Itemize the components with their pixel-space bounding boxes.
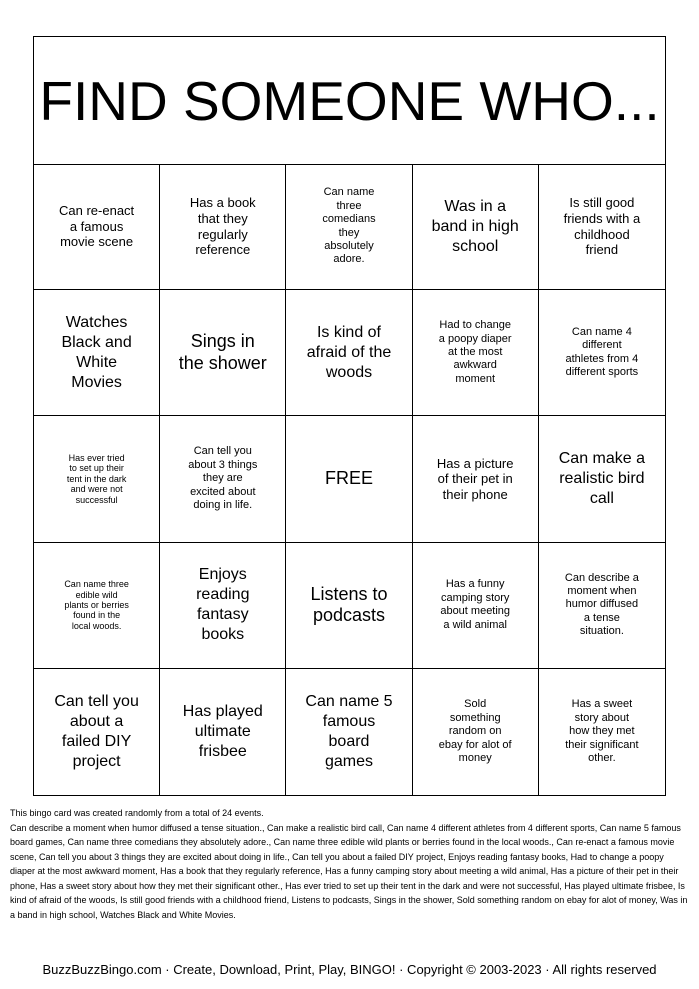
bingo-cell: Is still good friends with a childhood friend bbox=[539, 164, 665, 290]
footer-credits: BuzzBuzzBingo.com · Create, Download, Print, Play, BINGO! · Copyright © 2003-2023 · All rights reserved bbox=[42, 962, 657, 977]
bingo-cell: Can name three comedians they absolutely adore. bbox=[286, 164, 412, 290]
bingo-card bbox=[33, 36, 666, 796]
info-summary: This bingo card was created randomly from a total of 24 events. bbox=[10, 808, 264, 818]
info-event-list: Can describe a moment when humor diffused a tense situation., Can make a realistic bird call, Can name 4 different athletes from 4 different sports, Can name 5 famous board games, Can name three comedians they absolutely adore., Can name three edible wild plants or berries found in the local woods., Can re-enact a famous movie scene, Can tell you about 3 things they are excited about doing in life., Can tell you about a failed DIY project, Enjoys reading fantasy books, Had to change a poopy diaper at the most awkward moment, Has a book that they regularly reference, Has a funny camping story about meeting a wild animal, Has a picture of their pet in their phone, Has a sweet story about how they met their significant other., Has ever tried to set up their tent in the dark and were not successful, Has played ultimate frisbee, Is kind of afraid of the woods, Is still good friends with a childhood friend, Listens to podcasts, Sings in the shower, Sold something random on ebay for alot of money, Was in a band in high school, Watches Black and White Movies. bbox=[10, 822, 688, 920]
bingo-cell: Is kind of afraid of the woods bbox=[286, 290, 412, 416]
bingo-cell: Can tell you about a failed DIY project bbox=[34, 669, 160, 795]
bingo-cell: Can tell you about 3 things they are excited about doing in life. bbox=[160, 416, 286, 542]
bingo-cell: Listens to podcasts bbox=[286, 543, 412, 669]
bingo-cell: Sings in the shower bbox=[160, 290, 286, 416]
bingo-cell: Had to change a poopy diaper at the most awkward moment bbox=[413, 290, 539, 416]
card-info bbox=[10, 806, 690, 922]
bingo-cell: Was in a band in high school bbox=[413, 164, 539, 290]
bingo-cell: Can name three edible wild plants or berries found in the local woods. bbox=[34, 543, 160, 669]
bingo-cell: Can describe a moment when humor diffused a tense situation. bbox=[539, 543, 665, 669]
bingo-cell: Has a funny camping story about meeting a wild animal bbox=[413, 543, 539, 669]
bingo-cell: Has a picture of their pet in their phone bbox=[413, 416, 539, 542]
bingo-cell: Has a sweet story about how they met their significant other. bbox=[565, 698, 639, 764]
free-cell: FREE bbox=[286, 416, 412, 542]
card-title: FIND SOMEONE WHO... bbox=[34, 37, 665, 165]
bingo-cell: Has ever tried to set up their tent in the dark and were not successful bbox=[34, 416, 160, 542]
bingo-cell: Enjoys reading fantasy books bbox=[160, 543, 286, 669]
bingo-cell: Can name 5 famous board games bbox=[286, 669, 412, 795]
bingo-grid bbox=[34, 164, 665, 795]
bingo-cell: Has played ultimate frisbee bbox=[160, 669, 286, 795]
bingo-cell: Can make a realistic bird call bbox=[539, 416, 665, 542]
bingo-cell: Has a book that they regularly reference bbox=[160, 164, 286, 290]
bingo-cell: Can name 4 different athletes from 4 different sports bbox=[539, 290, 665, 416]
bingo-cell: Watches Black and White Movies bbox=[34, 290, 160, 416]
bingo-cell: Sold something random on ebay for alot of money bbox=[413, 669, 539, 795]
bingo-cell: Can re-enact a famous movie scene bbox=[34, 164, 160, 290]
